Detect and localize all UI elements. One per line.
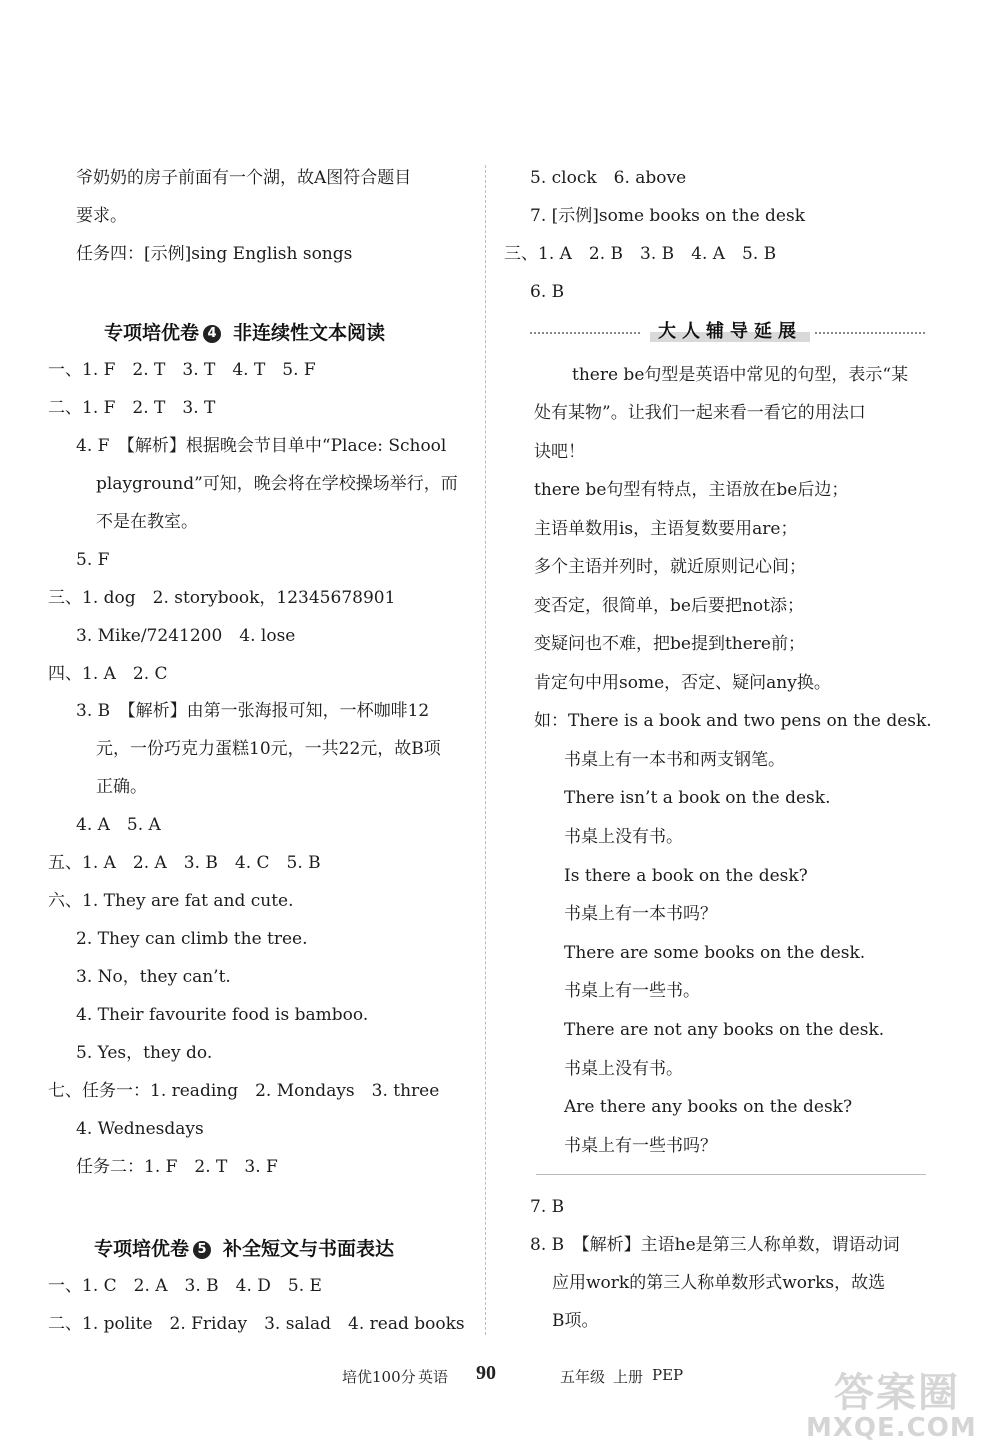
text-line: 任务四：[示例]sing English songs (76, 244, 353, 264)
section-title-4 (104, 318, 385, 345)
answer-line: 四、1. A 2. C (48, 664, 168, 684)
section-heading: 补全短文与书面表达 (223, 1238, 395, 1260)
tip-line: 肯定句中用some，否定、疑问any换。 (534, 673, 831, 693)
tip-line: There are not any books on the desk. (564, 1020, 885, 1040)
tip-line: 书桌上没有书。 (564, 827, 683, 847)
answer-line: 不是在教室。 (96, 512, 198, 532)
tip-line: 书桌上有一本书吗？ (564, 904, 717, 924)
footer-volume: 上册 (613, 1368, 644, 1386)
answer-line: 应用work的第三人称单数形式works，故选 (552, 1273, 886, 1293)
section-heading: 非连续性文本阅读 (233, 322, 386, 344)
tip-line: Is there a book on the desk? (564, 866, 808, 886)
tutoring-box-title: 大人辅导延展 (650, 318, 810, 346)
answer-line: 5. clock 6. above (530, 168, 687, 188)
text-line: 爷奶奶的房子前面有一个湖，故A图符合题目 (76, 168, 412, 188)
answer-line: 7. B (530, 1197, 565, 1217)
answer-line: 3. B 【解析】由第一张海报可知，一杯咖啡12 (76, 701, 430, 721)
watermark-text: 答案圈 (834, 1370, 960, 1416)
answer-line: 二、1. polite 2. Friday 3. salad 4. read books (48, 1314, 465, 1334)
answer-line: 8. B 【解析】主语he是第三人称单数，谓语动词 (530, 1235, 900, 1255)
answer-line: 6. B (530, 282, 565, 302)
tip-line: 书桌上有一本书和两支钢笔。 (564, 750, 785, 770)
answer-line: 4. Wednesdays (76, 1119, 204, 1139)
answer-line: 2. They can climb the tree. (76, 929, 308, 949)
section-number-badge: 4 (203, 325, 221, 343)
tip-line: 书桌上有一些书。 (564, 981, 700, 1001)
tip-line: there be句型有特点，主语放在be后边； (534, 480, 849, 500)
answer-line: 4. Their favourite food is bamboo. (76, 1005, 369, 1025)
answer-line: 元，一份巧克力蛋糕10元，一共22元，故B项 (96, 739, 441, 759)
tutoring-box-header (530, 318, 925, 348)
tutoring-box-bottom-rule (536, 1174, 926, 1175)
answer-line: 七、任务一：1. reading 2. Mondays 3. three (48, 1081, 440, 1101)
header-divider-right (815, 332, 925, 334)
answer-line: 二、1. F 2. T 3. T (48, 398, 216, 418)
page-number: 90 (476, 1362, 496, 1384)
answer-line: 5. F (76, 550, 110, 570)
answer-line: 三、1. dog 2. storybook，12345678901 (48, 588, 396, 608)
text-line: 要求。 (76, 206, 127, 226)
footer-edition: PEP (652, 1366, 684, 1384)
tip-line: 书桌上有一些书吗？ (564, 1136, 717, 1156)
answer-line: 4. A 5. A (76, 815, 161, 835)
tip-line: 变疑问也不难，把be提到there前； (534, 634, 805, 654)
answer-line: 3. Mike/7241200 4. lose (76, 626, 296, 646)
tip-line: there be句型是英语中常见的句型，表示“某 (572, 365, 909, 385)
answer-line: 5. Yes，they do. (76, 1043, 213, 1063)
footer-book-name: 培优100分 (342, 1368, 416, 1386)
watermark-url: MXQE.COM (806, 1413, 977, 1443)
footer-grade: 五年级 (560, 1368, 606, 1386)
answer-line: 三、1. A 2. B 3. B 4. A 5. B (504, 244, 777, 264)
column-divider (485, 165, 486, 1335)
section-number-badge: 5 (193, 1241, 211, 1259)
tip-line: There are some books on the desk. (564, 943, 866, 963)
answer-line: 4. F 【解析】根据晚会节目单中“Place: School (76, 436, 447, 456)
tip-line: 书桌上没有书。 (564, 1059, 683, 1079)
section-label: 专项培优卷 (94, 1238, 190, 1260)
answer-line: 一、1. C 2. A 3. B 4. D 5. E (48, 1276, 322, 1296)
tip-line: 变否定，很简单，be后要把not添； (534, 596, 804, 616)
answer-line: playground”可知，晚会将在学校操场举行，而 (96, 474, 458, 494)
tip-line: 多个主语并列时，就近原则记心间； (534, 557, 806, 577)
tip-line: There isn’t a book on the desk. (564, 788, 831, 808)
section-label: 专项培优卷 (104, 322, 200, 344)
tip-line: Are there any books on the desk? (564, 1097, 853, 1117)
answer-line: 六、1. They are fat and cute. (48, 891, 294, 911)
section-title-5 (94, 1234, 394, 1261)
answer-line: 正确。 (96, 777, 147, 797)
answer-line: 五、1. A 2. A 3. B 4. C 5. B (48, 853, 321, 873)
footer-subject: 英语 (418, 1368, 449, 1386)
tip-line: 诀吧！ (534, 442, 585, 462)
tip-line: 处有某物”。让我们一起来看一看它的用法口 (534, 403, 866, 423)
tip-line: 主语单数用is，主语复数要用are； (534, 519, 798, 539)
answer-line: 3. No，they can’t. (76, 967, 231, 987)
watermark-logo (804, 1357, 994, 1447)
header-divider-left (530, 332, 640, 334)
answer-line: B项。 (552, 1311, 599, 1331)
answer-line: 任务二：1. F 2. T 3. F (76, 1157, 278, 1177)
tip-line: 如：There is a book and two pens on the desk. (534, 711, 932, 731)
answer-line: 一、1. F 2. T 3. T 4. T 5. F (48, 360, 316, 380)
answer-line: 7. [示例]some books on the desk (530, 206, 806, 226)
